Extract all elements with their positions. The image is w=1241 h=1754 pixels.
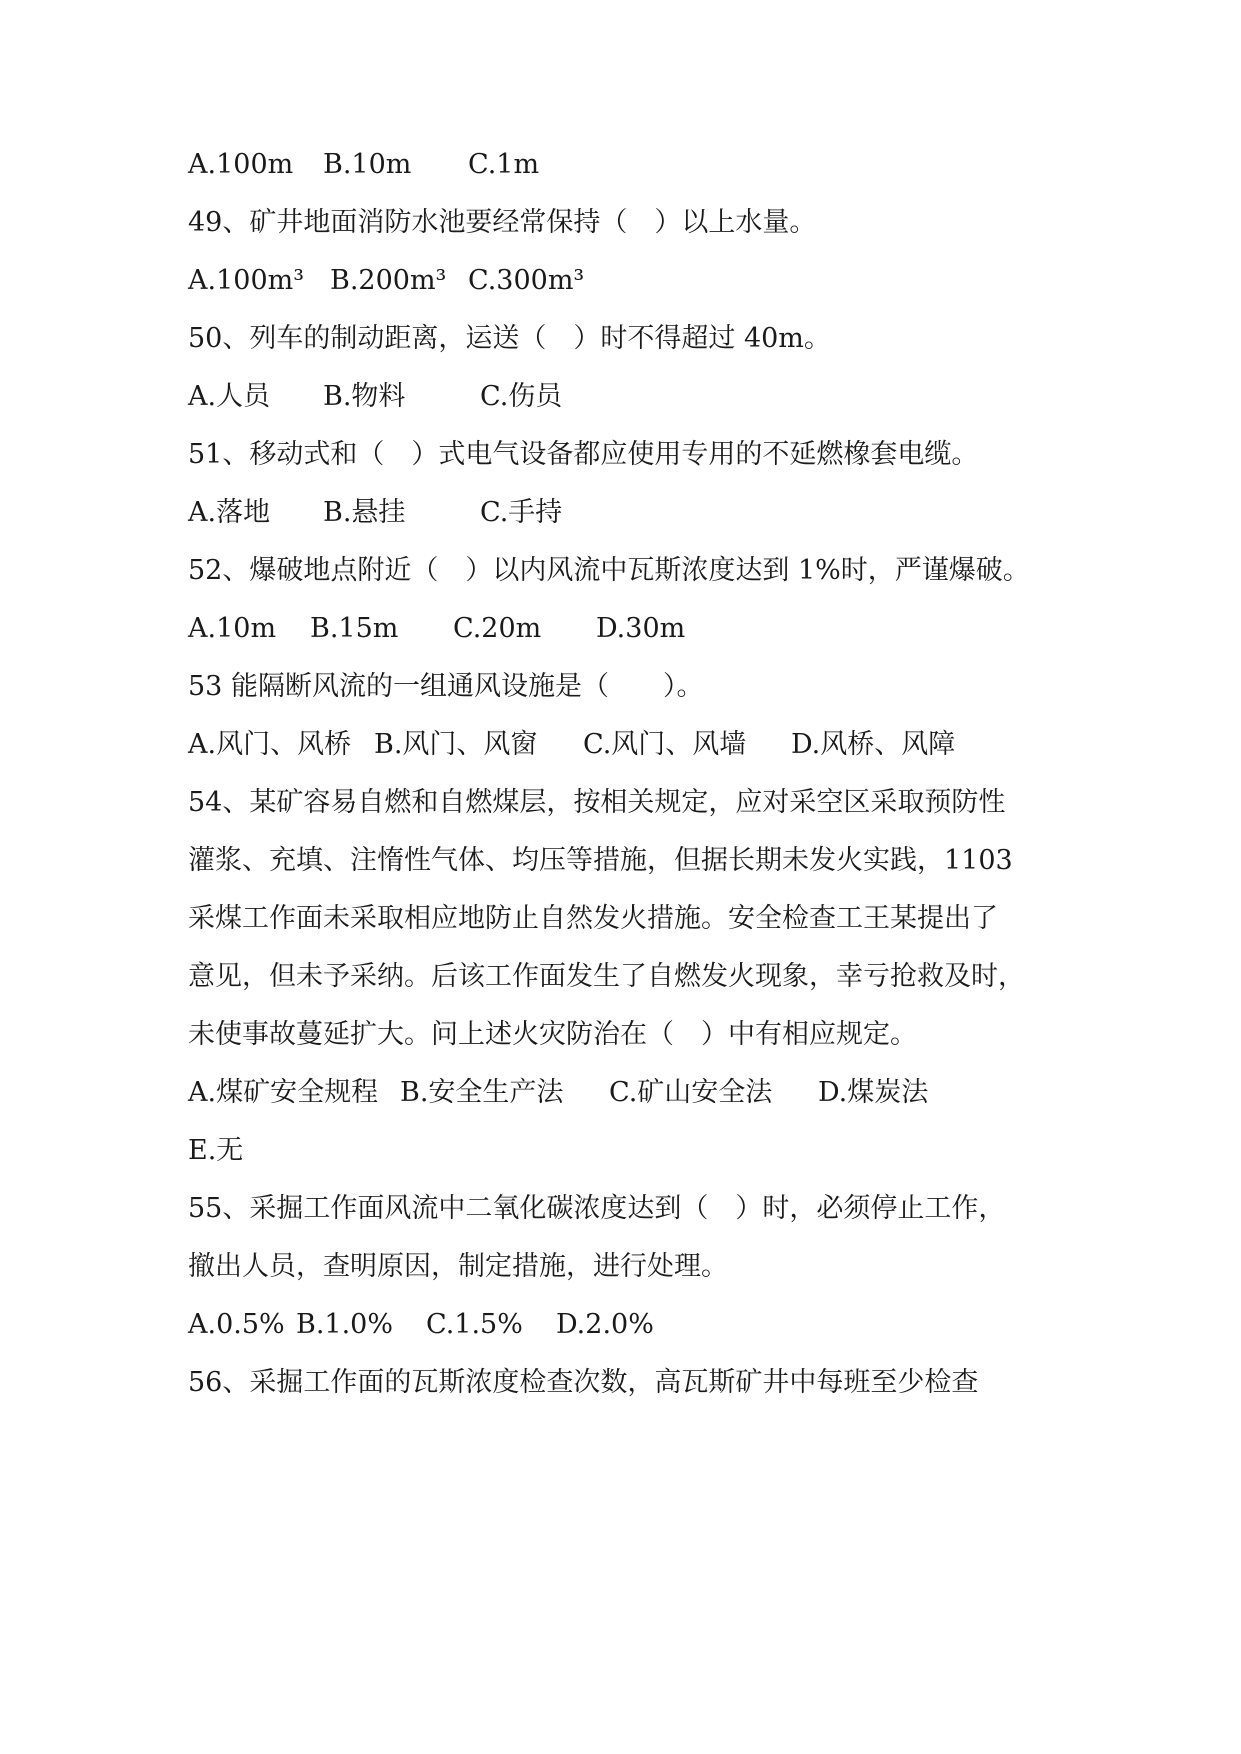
option: E.无 — [188, 1135, 244, 1166]
option: A.100m³ — [188, 265, 305, 296]
option: B.15m — [310, 613, 399, 644]
option: A.落地 — [188, 497, 271, 528]
option: B.1.0% — [296, 1309, 394, 1340]
question-text: 采煤工作面未采取相应地防止自然发火措施。安全检查工王某提出了 — [188, 903, 998, 934]
option: A.风门、风桥 — [188, 729, 352, 760]
option: A.100m — [188, 149, 294, 180]
option: D.30m — [596, 613, 686, 644]
question-text: 撤出人员，查明原因，制定措施，进行处理。 — [188, 1251, 728, 1282]
option: C.矿山安全法 — [609, 1077, 773, 1108]
question-text: 51、移动式和（ ）式电气设备都应使用专用的不延燃橡套电缆。 — [188, 439, 979, 470]
option: C.20m — [453, 613, 542, 644]
option: C.风门、风墙 — [583, 729, 747, 760]
question-text: 52、爆破地点附近（ ）以内风流中瓦斯浓度达到 1%时，严谨爆破。 — [188, 555, 1030, 586]
question-text: 49、矿井地面消防水池要经常保持（ ）以上水量。 — [188, 207, 817, 238]
option: C.1.5% — [426, 1309, 523, 1340]
question-text: 灌浆、充填、注惰性气体、均压等措施，但据长期未发火实践，1103 — [188, 845, 1013, 876]
option: B.200m³ — [330, 265, 447, 296]
question-text: 53 能隔断风流的一组通风设施是（ ）。 — [188, 671, 704, 702]
question-text: 意见，但未予采纳。后该工作面发生了自燃发火现象，幸亏抢救及时， — [188, 961, 1025, 992]
question-text: 54、某矿容易自燃和自燃煤层，按相关规定，应对采空区采取预防性 — [188, 787, 1006, 818]
option: B.10m — [323, 149, 412, 180]
option: D.煤炭法 — [818, 1077, 929, 1108]
question-text: 50、列车的制动距离，运送（ ）时不得超过 40m。 — [188, 323, 831, 354]
option: C.300m³ — [468, 265, 585, 296]
question-text: 56、采掘工作面的瓦斯浓度检查次数，高瓦斯矿井中每班至少检查 — [188, 1367, 979, 1398]
option: B.风门、风窗 — [374, 729, 538, 760]
option: A.0.5% — [188, 1309, 285, 1340]
option: C.伤员 — [480, 381, 563, 412]
option: B.物料 — [323, 381, 406, 412]
option: D.2.0% — [556, 1309, 654, 1340]
option: A.人员 — [188, 381, 271, 412]
option: B.悬挂 — [323, 497, 406, 528]
option: D.风桥、风障 — [791, 729, 956, 760]
question-text: 55、采掘工作面风流中二氧化碳浓度达到（ ）时，必须停止工作， — [188, 1193, 1006, 1224]
option: C.手持 — [480, 497, 563, 528]
option: A.煤矿安全规程 — [188, 1077, 379, 1108]
option: C.1m — [468, 149, 540, 180]
option: A.10m — [188, 613, 277, 644]
question-text: 未使事故蔓延扩大。问上述火灾防治在（ ）中有相应规定。 — [188, 1019, 917, 1050]
option: B.安全生产法 — [400, 1077, 564, 1108]
